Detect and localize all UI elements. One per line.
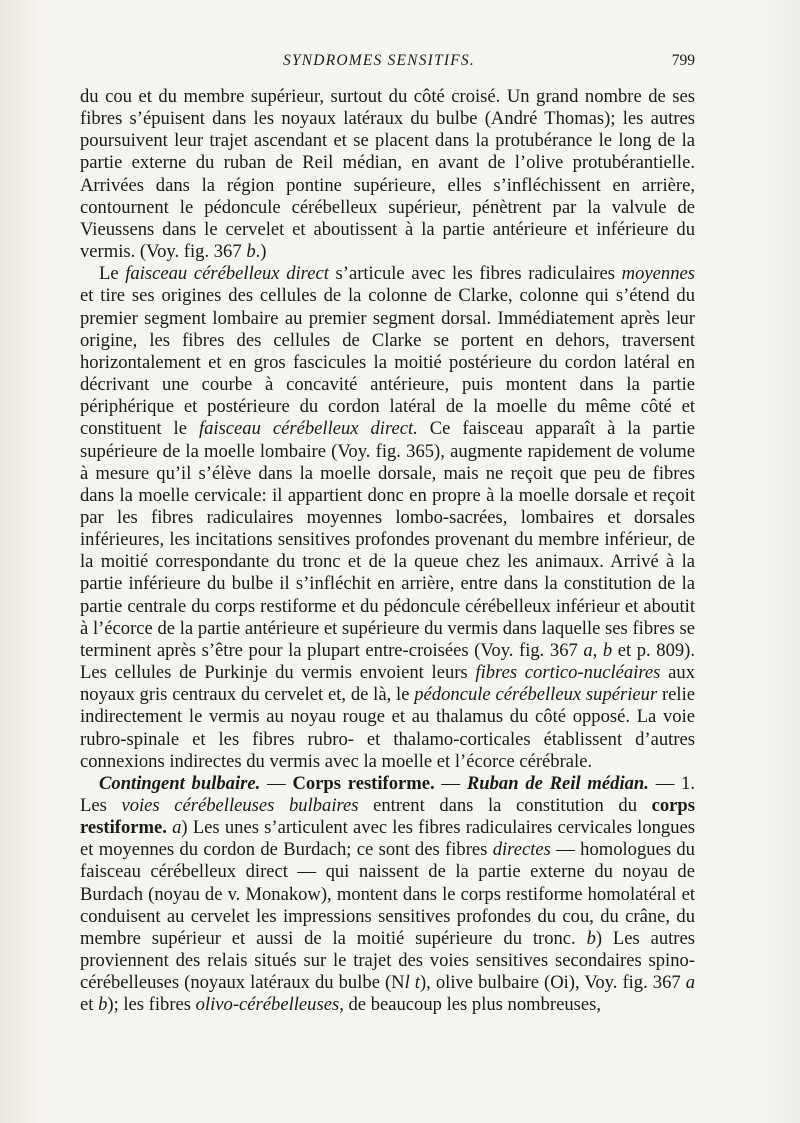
text-run: .): [255, 241, 267, 263]
italic-run: pédoncule cérébelleux supérieur: [414, 684, 658, 706]
italic-run: b: [98, 994, 108, 1016]
text-run: —: [434, 772, 467, 794]
text-run: — homologues du faisceau cérébelleux direct — qui naissent de la partie externe du noyau de Burdach (noyau de v. Monakow), montent dans le corps restiforme homolatéral et conduisent au cervelet les impressions sensitives profondes du cou, du crâne, du membre supérieur et aussi de la moitié supérieure du tronc.: [80, 839, 695, 949]
paragraph-direct-cerebellar-tract: [80, 263, 695, 773]
paragraph-bulbar-contingent: [80, 773, 695, 1017]
text-run: et: [80, 994, 99, 1016]
italic-run: a: [172, 817, 182, 839]
text-run: , de beaucoup les plus nombreuses,: [339, 994, 602, 1016]
paragraph-continued: [80, 86, 695, 263]
italic-run: voies cérébelleuses bulbaires: [121, 795, 359, 816]
running-head: SYNDROMES SENSITIFS.: [283, 52, 475, 69]
italic-run: olivo-cérébelleuses: [195, 994, 340, 1016]
bold-run: corps restiforme.: [80, 795, 695, 839]
text-run: ) Les unes s’articulent avec les fibres radiculaires cervicales longues et moyennes du cordon de Burdach; ce sont des fibres: [80, 817, 695, 861]
italic-run: a: [583, 639, 593, 661]
page-header: [80, 52, 695, 76]
italic-run: l t: [404, 972, 420, 994]
section-subhead: Corps restiforme.: [292, 772, 435, 794]
text-run: Ce faisceau apparaît à la partie supérieure de la moelle lombaire (Voy. fig. 365), augmente rapidement de volume à mesure qu’il s’élève dans la moelle dorsale, mais ne reçoit que peu de fibres dans la moelle cervicale: il appartient donc en propre à la moelle dorsale et reçoit par les fibres radiculaires moyennes lombo-sacrées, lombaires et dorsales inférieures, les incitations sensitives profondes provenant du membre inférieur, de la moitié correspondante du tronc et de la queue chez les animaux. Arrivé à la partie inférieure du bulbe il s’infléchit en arrière, entre dans la constitution de la partie centrale du corps restiforme et du pédoncule cérébelleux inférieur et aboutit à l’écorce de la partie antérieure et supérieure du vermis dans laquelle ses fibres se terminent après s’être pour la plupart entre-croisées (Voy. fig. 367: [80, 418, 695, 661]
text-run: Le: [99, 263, 126, 285]
italic-run: faisceau cérébelleux direct: [125, 263, 329, 285]
text-run: — 1. Les: [80, 772, 696, 816]
text-run: ) Les autres proviennent des relais situés sur le trajet des voies sensitives secondaires spino-cérébelleuses (noyaux latéraux du bulbe (N: [80, 927, 695, 994]
text-run: du cou et du membre supérieur, surtout du côté croisé. Un grand nombre de ses fibres s’épuisent dans les noyaux latéraux du bulbe (André Thomas); les autres poursuivent leur trajet ascendant et se placent dans la protubérance le long de la partie externe du ruban de Reil médian, en avant de l’olive protubérantielle. Arrivées dans la région pontine supérieure, elles s’infléchissent en arrière, contournent le pédoncule cérébelleux supérieur, pénètrent par la valvule de Vieussens dans le cervelet et aboutissent à la partie antérieure et inférieure du vermis. (Voy. fig. 367: [80, 86, 695, 263]
italic-run: fibres cortico-nucléaires: [475, 662, 661, 684]
section-subhead: Ruban de Reil médian.: [466, 772, 649, 794]
italic-run: faisceau cérébelleux direct.: [198, 418, 418, 440]
italic-run: b: [246, 241, 256, 263]
italic-run: a: [685, 972, 695, 994]
text-run: et p. 809). Les cellules de Purkinje du vermis envoient leurs: [80, 639, 696, 684]
text-run: ,: [592, 639, 603, 661]
section-subhead: Contingent bulbaire.: [99, 772, 261, 794]
text-run: aux noyaux gris centraux du cervelet et, de là, le: [80, 662, 695, 706]
text-run: relie indirectement le vermis au noyau rouge et au thalamus du côté opposé. La voie rubro-spinale et les fibres rubro- et thalamo-corticales établissent d’autres connexions indirectes du vermis avec la moelle et l’écorce cérébrale.: [80, 684, 696, 772]
italic-run: b: [602, 639, 613, 661]
text-run: —: [260, 772, 293, 794]
italic-run: b: [586, 927, 596, 949]
text-run: s’articule avec les fibres radiculaires: [328, 263, 622, 285]
text-run: entrent dans la constitution du: [358, 795, 652, 816]
text-run: ), olive bulbaire (Oi), Voy. fig. 367: [419, 972, 686, 994]
italic-run: moyennes: [621, 263, 695, 285]
italic-run: directes: [492, 839, 551, 861]
page-number: 799: [671, 52, 695, 69]
page-body: [80, 86, 695, 1017]
text-run: ); les fibres: [107, 994, 196, 1016]
text-run: et tire ses origines des cellules de la colonne de Clarke, colonne qui s’étend du premier segment lombaire au premier segment dorsal. Immédiatement après leur origine, les fibres des cellules de Clarke se portent en dehors, traversent horizontalement et en gros fascicules la moitié postérieure du cordon latéral en décrivant une courbe à concavité antérieure, puis montent dans la partie périphérique et postérieure du cordon latéral de la moelle du même côté et constituent le: [80, 285, 695, 440]
